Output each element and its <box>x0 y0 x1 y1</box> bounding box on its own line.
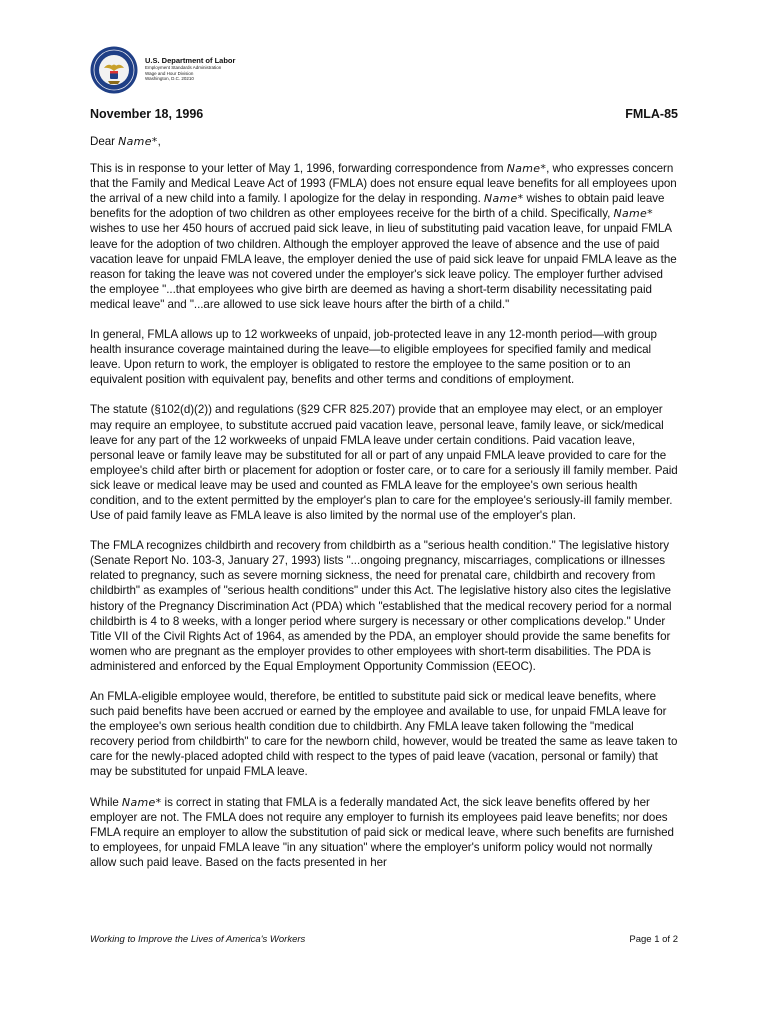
paragraph-5: An FMLA-eligible employee would, therefore, be entitled to substitute paid sick or medical leave benefits, where such paid benefits have been accrued or earned by the employee and available to use, for unpaid FMLA leave for the employee's own serious health condition due to childbirth. Any FMLA leave taken following the "medical recovery period from childbirth" to care for the newborn child, however, would be treated the same as leave taken to care for the newly-placed adopted child with respect to the types of paid leave (vacation, personal or family) that may be substituted for unpaid FMLA leave. <box>90 690 678 779</box>
agency-subline: Employment Standards Administration <box>145 65 222 70</box>
agency-name: U.S. Department of Labor <box>145 56 236 65</box>
department-of-labor-seal <box>90 46 138 94</box>
letter-body <box>90 134 678 885</box>
agency-subline: Washington, D.C. 20210 <box>145 76 194 81</box>
name-placeholder: Name* <box>483 192 524 206</box>
footer-motto: Working to Improve the Lives of America's Workers <box>90 934 306 945</box>
name-placeholder: Name* <box>613 207 653 221</box>
paragraph-text: , who expresses concern that the Family and Medical Leave Act of 1993 (FMLA) does not ensure equal leave benefits for all employees upon the arrival of a new child into a family. I apologize for the delay in responding. <box>90 162 677 206</box>
paragraph-3: The statute (§102(d)(2)) and regulations (§29 CFR 825.207) provide that an employee may elect, or an employer may require an employee, to substitute accrued paid vacation leave, personal leave, family leave, or sick/medical leave for any part of the 12 workweeks of unpaid FMLA leave under certain conditions. Paid vacation leave, personal leave or family leave may be substituted for all or part of any unpaid FMLA leave provided to care for the employee's child after birth or placement for adoption or foster care, or to care for a seriously ill family member. Paid sick leave or medical leave may be used and counted as FMLA leave for the employee's own serious health condition, and to the extent permitted by the employer's plan to care for the employee's seriously-ill family member. Use of paid family leave as FMLA leave is also limited by the normal use of the employer's plan. <box>90 403 678 523</box>
page-number: Page 1 of 2 <box>629 934 678 945</box>
paragraph-text: wishes to obtain paid leave benefits for the adoption of two children as other employees receive for the birth of a child. Specifically, <box>90 192 665 221</box>
paragraph-2: In general, FMLA allows up to 12 workweeks of unpaid, job-protected leave in any 12-month period—with group health insurance coverage maintained during the leave—to eligible employees for specified family and medical leave. Upon return to work, the employer is obligated to restore the employee to the same position or to an equivalent position with equivalent pay, benefits and other terms and conditions of employment. <box>90 328 657 387</box>
name-placeholder: Name* <box>506 162 547 176</box>
paragraph-text: This is in response to your letter of May 1, 1996, forwarding correspondence from <box>90 162 504 176</box>
name-placeholder: Name* <box>118 135 158 148</box>
paragraph-4: The FMLA recognizes childbirth and recovery from childbirth as a "serious health condition." The legislative history (Senate Report No. 103-3, January 27, 1993) lists "...ongoing pregnancy, miscarriages, complications or illnesses related to pregnancy, such as severe morning sickness, the need for prenatal care, childbirth and recovery from childbirth" as examples of "serious health conditions" under this Act. The legislative history also cites the legislative history of the Pregnancy Discrimination Act (PDA) which "established that the medical recovery period for a normal childbirth is 4 to 8 weeks, with a longer period where surgery is necessary or other complications develop." Under Title VII of the Civil Rights Act of 1964, as amended by the PDA, an employer should provide the same benefits for women who are pregnant as the employer provides to other employees with short-term disabilities. The PDA is administered and enforced by the Equal Employment Opportunity Commission (EEOC). <box>90 539 672 673</box>
page-footer <box>90 934 678 946</box>
paragraph-text: While <box>90 795 119 809</box>
greeting-prefix: Dear <box>90 135 115 148</box>
agency-block <box>145 56 235 82</box>
greeting <box>90 134 678 149</box>
paragraph-1 <box>90 161 678 312</box>
name-placeholder: Name* <box>121 795 162 809</box>
greeting-suffix: , <box>157 135 161 148</box>
letter-date: November 18, 1996 <box>90 107 204 121</box>
paragraph-6 <box>90 795 678 870</box>
dateline <box>90 106 678 122</box>
agency-subline: Wage and Hour Division <box>145 70 194 76</box>
paragraph-text: is correct in stating that FMLA is a federally mandated Act, the sick leave benefits offered by her employer are not. The FMLA does not require any employer to furnish its employees paid leave benefits; nor does FMLA require an employer to allow the substitution of paid sick or medical leave, where such benefits are furnished to employees, for unpaid FMLA leave "in any situation" where the employer's uniform policy would not normally allow such paid leave. Based on the facts presented in her <box>90 795 674 869</box>
paragraph-text: wishes to use her 450 hours of accrued paid sick leave, in lieu of substituting paid vacation leave, for unpaid FMLA leave for the adoption of two children. Although the employer approved the leave of absence and the use of paid vacation leave for unpaid FMLA leave, the employer denied the use of paid sick leave for unpaid FMLA leave as the reason for taking the leave was not covered under the employer's sick leave policy. The employer further advised the employee "...that employees who give birth are deemed as having a short-term disability necessitating paid medical leave" and "...are allowed to use sick leave hours after the birth of a child." <box>90 222 677 311</box>
letter-reference: FMLA-85 <box>625 107 678 121</box>
